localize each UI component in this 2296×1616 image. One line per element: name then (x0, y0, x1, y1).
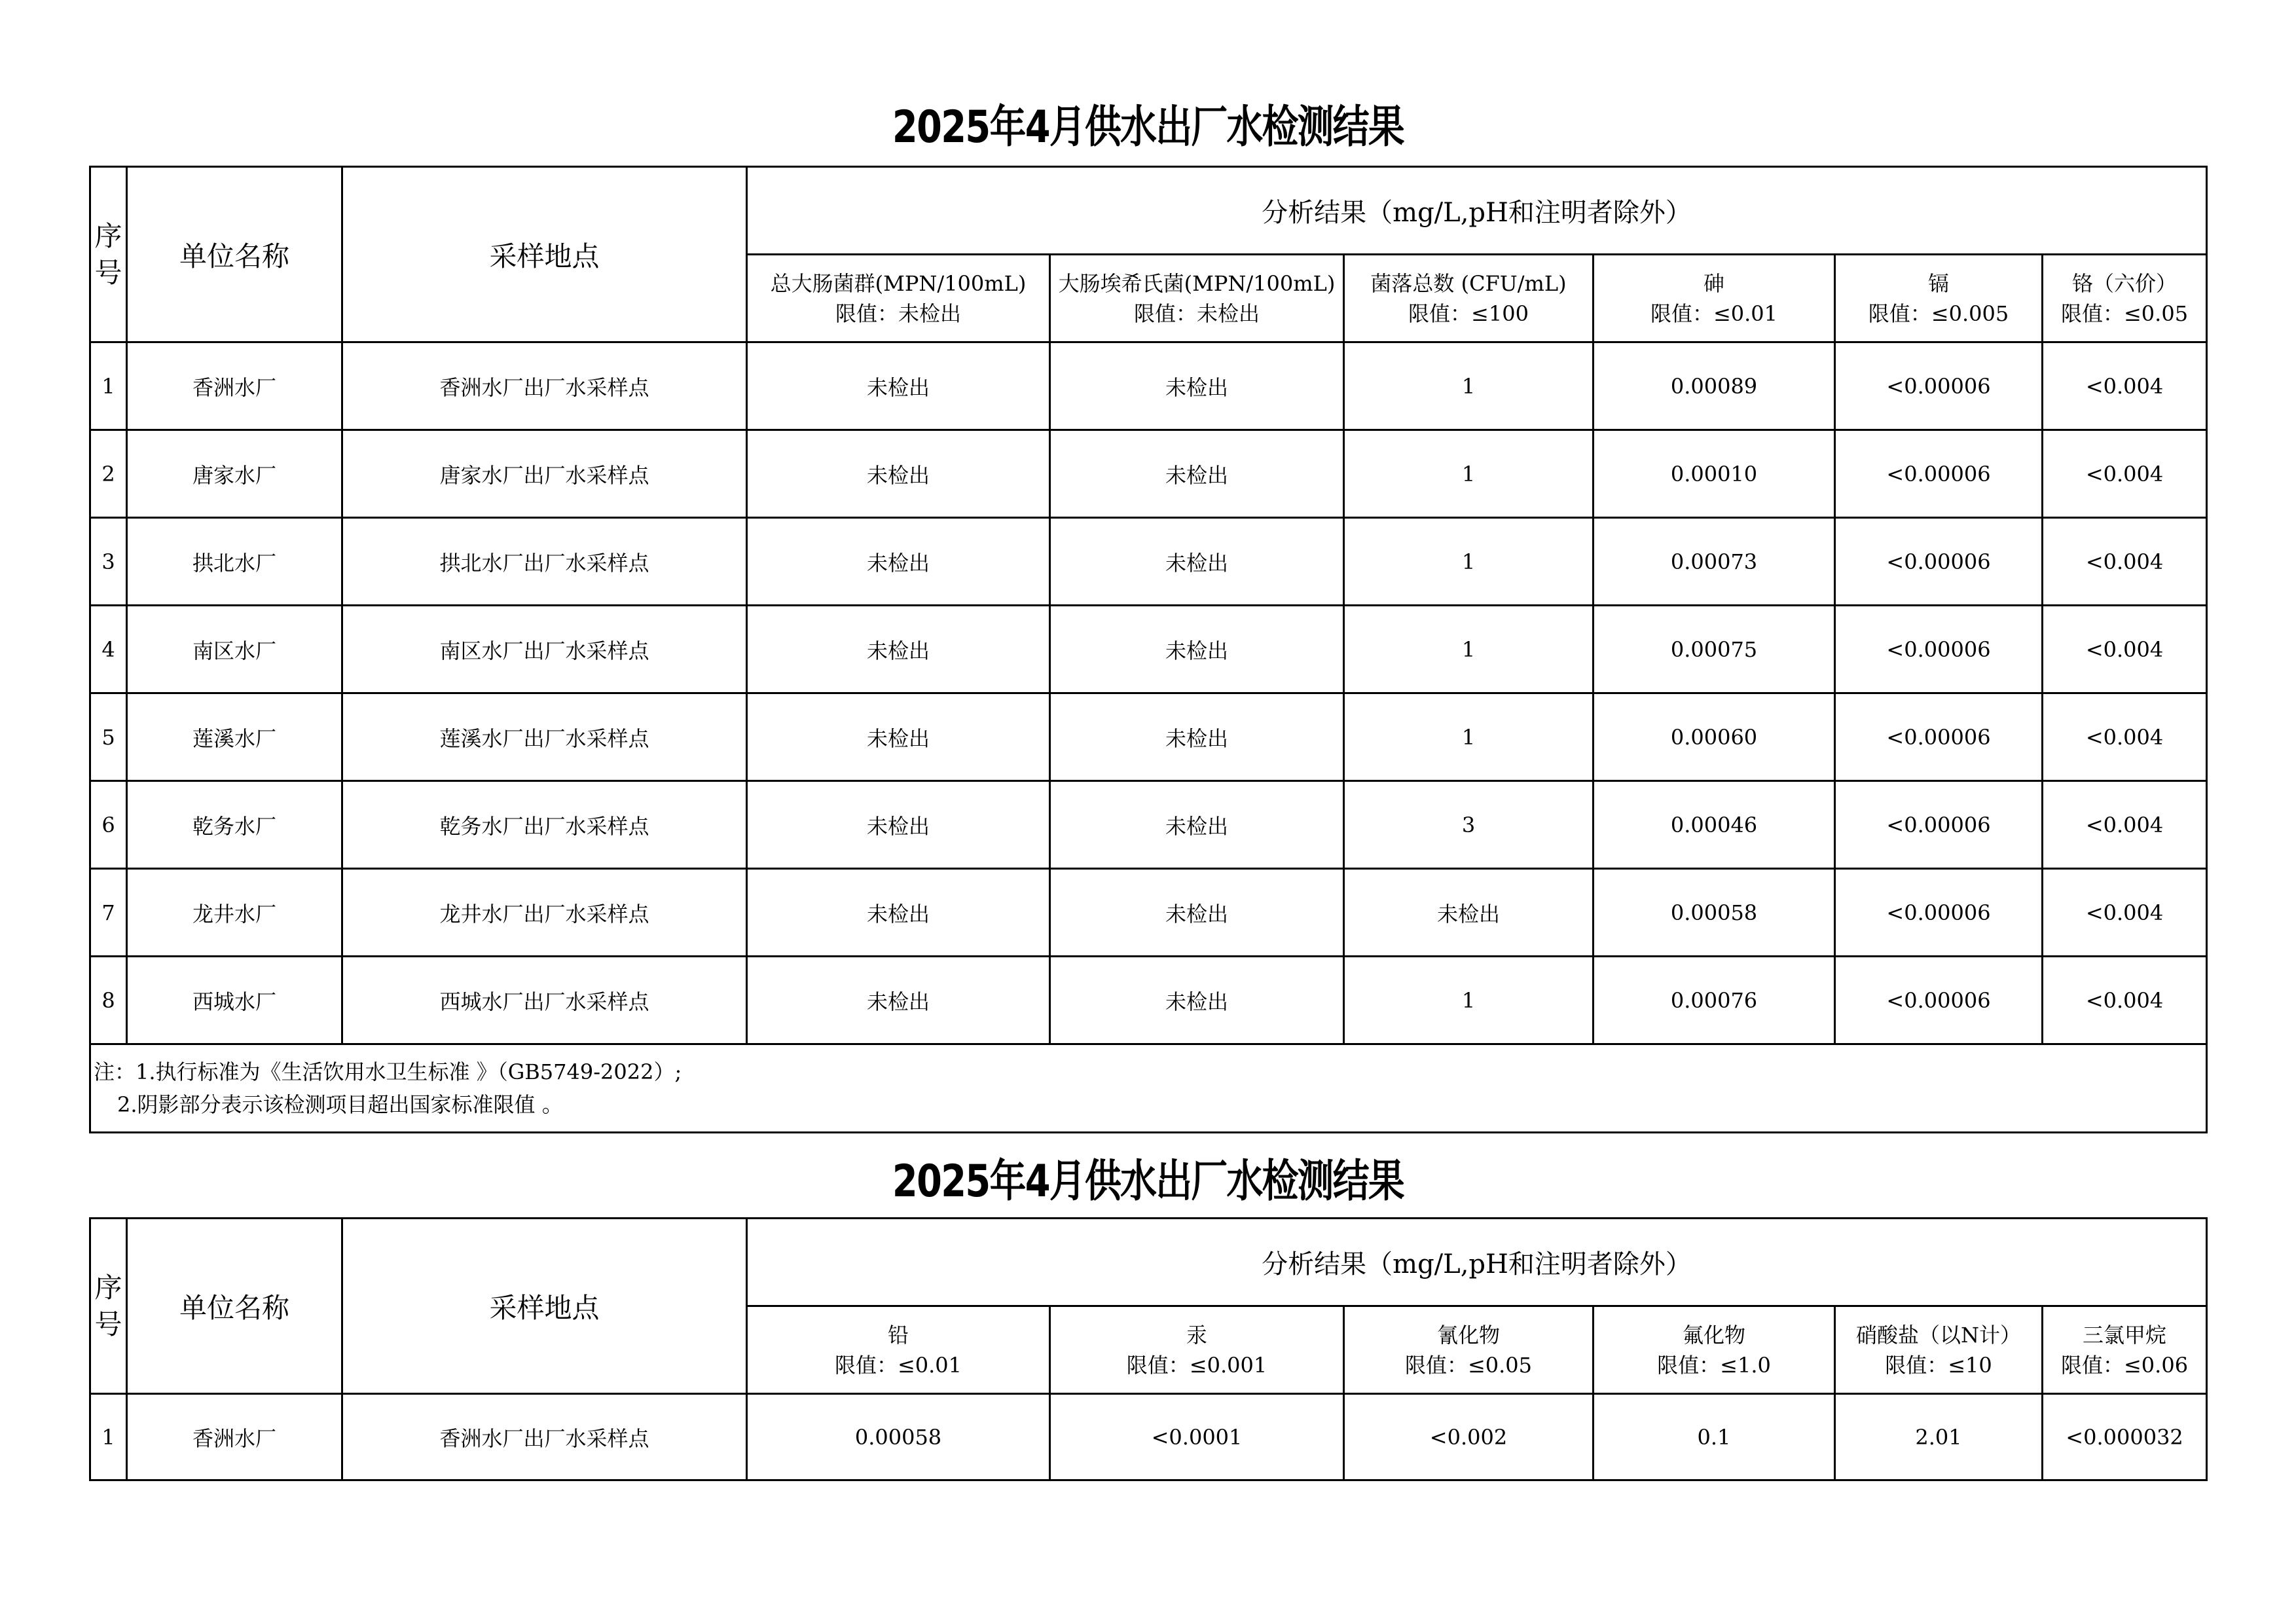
header-cadmium: 镉 限值：≤0.005 (1835, 255, 2043, 342)
value-cell: <0.00006 (1835, 869, 2043, 957)
value-cell: 0.00060 (1594, 693, 1835, 781)
value-cell: 未检出 (1050, 957, 1344, 1044)
value-cell: <0.00006 (1835, 430, 2043, 518)
sampling-site-cell: 唐家水厂出厂水采样点 (342, 430, 747, 518)
value-cell: 未检出 (1050, 518, 1344, 606)
header-fluoride: 氟化物 限值：≤1.0 (1594, 1306, 1835, 1394)
results-table-2 (89, 1217, 2208, 1481)
unit-name-cell: 唐家水厂 (127, 430, 342, 518)
value-cell: <0.00006 (1835, 342, 2043, 430)
table-row (90, 869, 2207, 957)
value-cell: 未检出 (1050, 342, 1344, 430)
value-cell: 0.1 (1594, 1394, 1835, 1480)
value-cell: 未检出 (1050, 693, 1344, 781)
value-cell: 1 (1344, 430, 1594, 518)
value-cell: <0.004 (2043, 957, 2207, 1044)
table-row (90, 1394, 2207, 1480)
value-cell: <0.004 (2043, 781, 2207, 869)
value-cell: 未检出 (747, 957, 1050, 1044)
seq-cell: 5 (90, 693, 127, 781)
header-sampling-site: 采样地点 (342, 1219, 747, 1394)
unit-name-cell: 莲溪水厂 (127, 693, 342, 781)
value-cell: 1 (1344, 342, 1594, 430)
value-cell: <0.004 (2043, 518, 2207, 606)
seq-cell: 6 (90, 781, 127, 869)
value-cell: <0.00006 (1835, 693, 2043, 781)
unit-name-cell: 香洲水厂 (127, 342, 342, 430)
unit-name-cell: 龙井水厂 (127, 869, 342, 957)
sampling-site-cell: 乾务水厂出厂水采样点 (342, 781, 747, 869)
header-chloroform: 三氯甲烷 限值：≤0.06 (2043, 1306, 2207, 1394)
value-cell: 2.01 (1835, 1394, 2043, 1480)
value-cell: 未检出 (747, 606, 1050, 693)
value-cell: 0.00076 (1594, 957, 1835, 1044)
value-cell: 0.00046 (1594, 781, 1835, 869)
header-analysis-group: 分析结果（mg/L,pH和注明者除外） (747, 167, 2207, 255)
value-cell: 0.00058 (1594, 869, 1835, 957)
header-chromium-vi: 铬（六价） 限值：≤0.05 (2043, 255, 2207, 342)
header-colony-count: 菌落总数 (CFU/mL) 限值：≤100 (1344, 255, 1594, 342)
value-cell: 未检出 (747, 430, 1050, 518)
value-cell: 1 (1344, 957, 1594, 1044)
value-cell: 未检出 (747, 869, 1050, 957)
header-sampling-site: 采样地点 (342, 167, 747, 342)
sampling-site-cell: 南区水厂出厂水采样点 (342, 606, 747, 693)
value-cell: 未检出 (747, 781, 1050, 869)
value-cell: 未检出 (747, 518, 1050, 606)
sampling-site-cell: 香洲水厂出厂水采样点 (342, 1394, 747, 1480)
value-cell: <0.002 (1344, 1394, 1594, 1480)
sampling-site-cell: 莲溪水厂出厂水采样点 (342, 693, 747, 781)
table-row (90, 693, 2207, 781)
value-cell: 1 (1344, 606, 1594, 693)
header-seq: 序 号 (90, 1219, 127, 1394)
value-cell: <0.004 (2043, 606, 2207, 693)
value-cell: 未检出 (747, 342, 1050, 430)
sampling-site-cell: 西城水厂出厂水采样点 (342, 957, 747, 1044)
value-cell: 0.00073 (1594, 518, 1835, 606)
results-table-1 (89, 166, 2208, 1133)
table-row (90, 430, 2207, 518)
value-cell: <0.00006 (1835, 957, 2043, 1044)
unit-name-cell: 香洲水厂 (127, 1394, 342, 1480)
note-line-2: 2.阴影部分表示该检测项目超出国家标准限值 。 (117, 1092, 563, 1117)
value-cell: 0.00089 (1594, 342, 1835, 430)
value-cell: 未检出 (1050, 606, 1344, 693)
table-row (90, 957, 2207, 1044)
header-analysis-group: 分析结果（mg/L,pH和注明者除外） (747, 1219, 2207, 1306)
value-cell: <0.0001 (1050, 1394, 1344, 1480)
header-mercury: 汞 限值：≤0.001 (1050, 1306, 1344, 1394)
value-cell: 未检出 (1050, 869, 1344, 957)
value-cell: 未检出 (1344, 869, 1594, 957)
table-row (90, 606, 2207, 693)
sampling-site-cell: 香洲水厂出厂水采样点 (342, 342, 747, 430)
value-cell: <0.004 (2043, 869, 2207, 957)
seq-cell: 1 (90, 1394, 127, 1480)
value-cell: <0.00006 (1835, 606, 2043, 693)
header-nitrate: 硝酸盐（以N计） 限值：≤10 (1835, 1306, 2043, 1394)
seq-cell: 7 (90, 869, 127, 957)
value-cell: <0.00006 (1835, 518, 2043, 606)
seq-cell: 8 (90, 957, 127, 1044)
table-row (90, 781, 2207, 869)
value-cell: 未检出 (1050, 430, 1344, 518)
seq-cell: 1 (90, 342, 127, 430)
header-cyanide: 氰化物 限值：≤0.05 (1344, 1306, 1594, 1394)
value-cell: 0.00058 (747, 1394, 1050, 1480)
unit-name-cell: 乾务水厂 (127, 781, 342, 869)
value-cell: <0.00006 (1835, 781, 2043, 869)
header-lead: 铅 限值：≤0.01 (747, 1306, 1050, 1394)
table-row (90, 518, 2207, 606)
seq-cell: 2 (90, 430, 127, 518)
header-total-coliform: 总大肠菌群(MPN/100mL) 限值：未检出 (747, 255, 1050, 342)
unit-name-cell: 南区水厂 (127, 606, 342, 693)
header-e-coli: 大肠埃希氏菌(MPN/100mL) 限值：未检出 (1050, 255, 1344, 342)
table-row (90, 342, 2207, 430)
report-title: 2025年4月供水出厂水检测结果 (892, 101, 1404, 153)
seq-cell: 3 (90, 518, 127, 606)
value-cell: 3 (1344, 781, 1594, 869)
notes (90, 1044, 2207, 1133)
value-cell: 1 (1344, 518, 1594, 606)
header-unit-name: 单位名称 (127, 167, 342, 342)
value-cell: <0.000032 (2043, 1394, 2207, 1480)
header-unit-name: 单位名称 (127, 1219, 342, 1394)
report-title-2: 2025年4月供水出厂水检测结果 (892, 1156, 1404, 1207)
value-cell: <0.004 (2043, 430, 2207, 518)
value-cell: 0.00075 (1594, 606, 1835, 693)
sampling-site-cell: 拱北水厂出厂水采样点 (342, 518, 747, 606)
seq-cell: 4 (90, 606, 127, 693)
value-cell: 未检出 (747, 693, 1050, 781)
value-cell: 0.00010 (1594, 430, 1835, 518)
sampling-site-cell: 龙井水厂出厂水采样点 (342, 869, 747, 957)
unit-name-cell: 西城水厂 (127, 957, 342, 1044)
value-cell: <0.004 (2043, 693, 2207, 781)
value-cell: <0.004 (2043, 342, 2207, 430)
header-arsenic: 砷 限值：≤0.01 (1594, 255, 1835, 342)
value-cell: 1 (1344, 693, 1594, 781)
value-cell: 未检出 (1050, 781, 1344, 869)
unit-name-cell: 拱北水厂 (127, 518, 342, 606)
note-line-1: 注：1.执行标准为《生活饮用水卫生标准 》（GB5749-2022）; (94, 1059, 682, 1084)
header-seq: 序 号 (90, 167, 127, 342)
